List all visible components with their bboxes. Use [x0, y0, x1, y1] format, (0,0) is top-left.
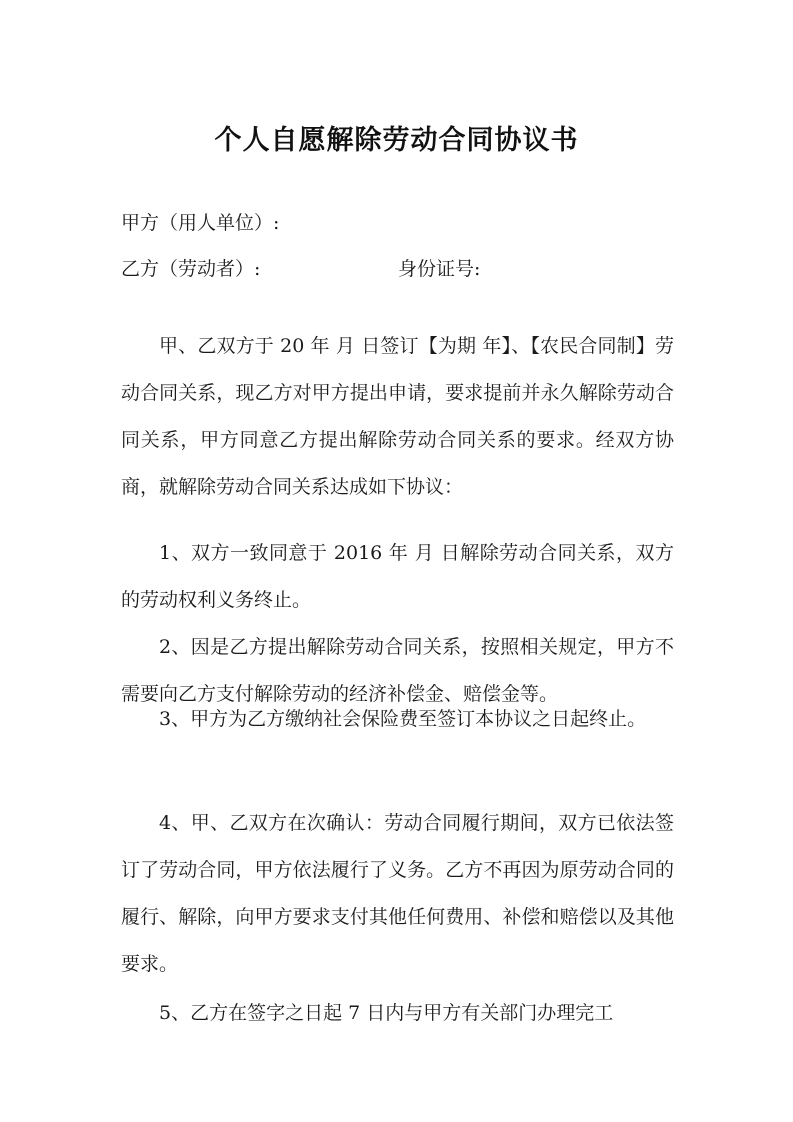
clause-3: 3、甲方为乙方缴纳社会保险费至签订本协议之日起终止。 [159, 708, 647, 730]
clause-5: 5、乙方在签字之日起 7 日内与甲方有关部门办理完工 [159, 1002, 614, 1024]
clause-1: 1、双方一致同意于 2016 年 月 日解除劳动合同关系，双方的劳动权利义务终止。 [121, 542, 674, 611]
intro-paragraph: 甲、乙双方于 20 年 月 日签订【为期 年】、【农民合同制】劳动合同关系，现乙方对甲方提出申请，要求提前并永久解除劳动合同关系，甲方同意乙方提出解除劳动合同关系的要求。经双方协商，就解除劳动合同关系达成如下协议： [121, 335, 674, 498]
document-title: 个人自愿解除劳动合同协议书 [214, 125, 579, 156]
clause-4: 4、甲、乙双方在次确认：劳动合同履行期间，双方已依法签订了劳动合同，甲方依法履行了义务。乙方不再因为原劳动合同的履行、解除，向甲方要求支付其他任何费用、补偿和赔偿以及其他要求。 [121, 812, 674, 975]
clause-2: 2、因是乙方提出解除劳动合同关系，按照相关规定，甲方不需要向乙方支付解除劳动的经济补偿金、赔偿金等。 [121, 636, 674, 705]
party-a-label: 甲方（用人单位）: [121, 212, 280, 234]
party-b-line [121, 254, 481, 281]
party-b-label: 乙方（劳动者）: [121, 258, 261, 280]
party-a-line [121, 208, 279, 235]
id-number-label: 身份证号: [398, 258, 481, 280]
